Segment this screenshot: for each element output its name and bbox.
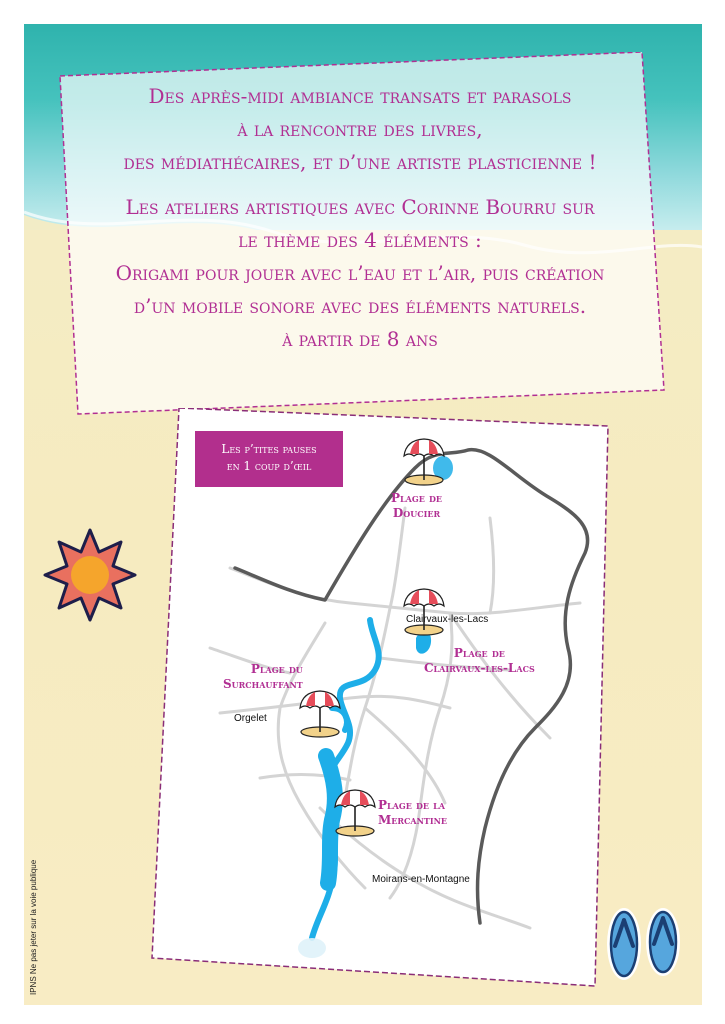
intro-line-3: des médiathécaires, et d’une artiste plasticienne ! xyxy=(123,150,597,174)
workshop-line-4: d’un mobile sonore avec des éléments naturels. xyxy=(133,294,587,318)
town-label-clairvaux: Clairvaux-les-Lacs xyxy=(406,614,489,625)
map-graphic xyxy=(150,408,610,988)
intro-line-2: à la rencontre des livres, xyxy=(237,117,483,141)
footer-note: IPNS Ne pas jeter sur la voie publique xyxy=(29,859,38,995)
beach-label-doucier: Plage de Doucier xyxy=(391,491,442,520)
town-label-moirans: Moirans-en-Montagne xyxy=(372,874,470,885)
map-card xyxy=(150,408,610,988)
info-box xyxy=(56,52,666,417)
info-text xyxy=(70,80,650,356)
workshop-line-5: à partir de 8 ans xyxy=(282,327,438,351)
flip-flops-icon xyxy=(603,906,685,984)
map-badge xyxy=(195,431,343,487)
beach-label-clairvaux: Plage de Clairvaux-les-Lacs xyxy=(424,646,535,675)
workshop-line-1: Les ateliers artistiques avec Corinne Bourru sur xyxy=(125,195,595,219)
intro-line-1: Des après-midi ambiance transats et parasols xyxy=(148,84,572,108)
badge-line-1: Les p’tites pauses xyxy=(221,442,317,456)
badge-line-2: en 1 coup d’œil xyxy=(226,459,312,473)
workshop-line-2: le thème des 4 éléments : xyxy=(238,228,482,252)
sun-icon xyxy=(43,528,137,622)
beach-label-mercantine: Plage de la Mercantine xyxy=(378,798,448,827)
town-label-orgelet: Orgelet xyxy=(234,713,267,724)
workshop-line-3: Origami pour jouer avec l’eau et l’air, puis création xyxy=(115,261,605,285)
beach-label-surchauffant: Plage du Surchauffant xyxy=(223,662,303,691)
